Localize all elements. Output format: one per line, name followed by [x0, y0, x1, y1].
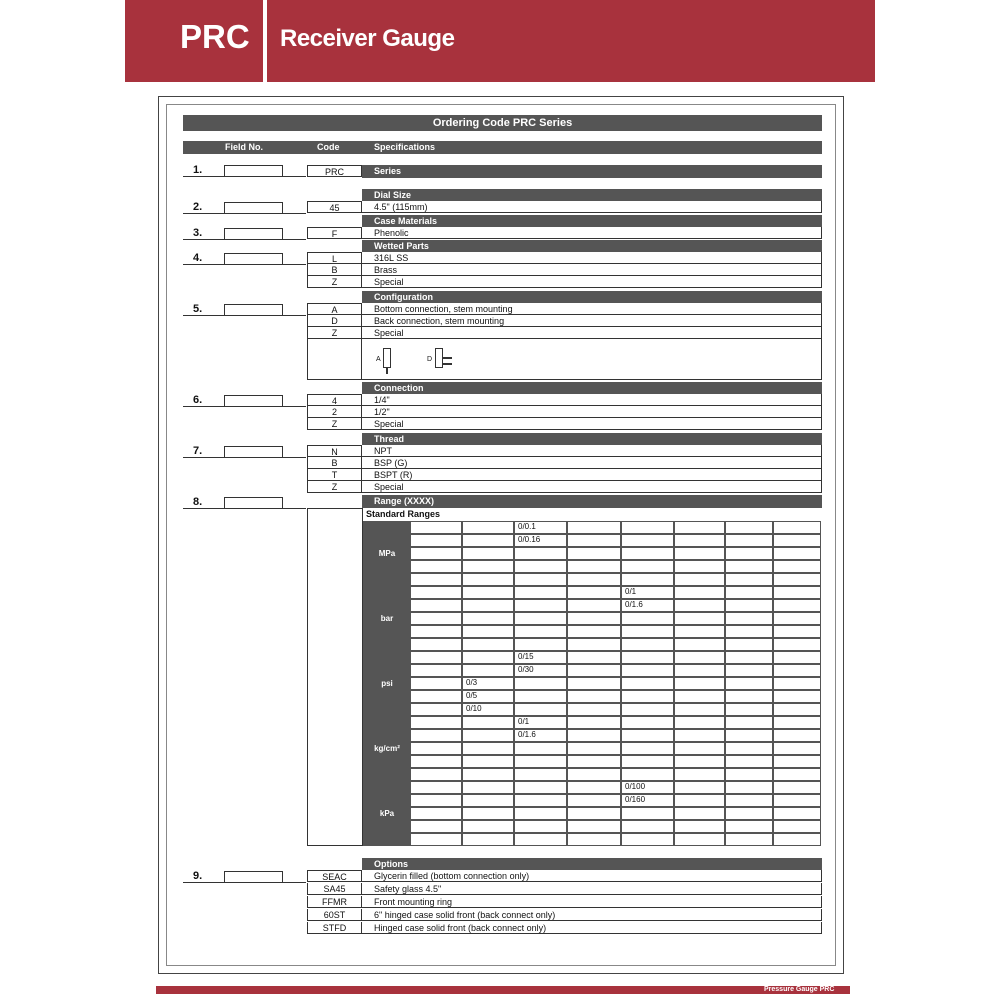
range-grid-cell [621, 690, 674, 703]
range-grid-cell [725, 521, 773, 534]
section-header: Wetted Parts [362, 240, 822, 252]
range-grid-cell [773, 599, 821, 612]
range-grid-cell [773, 651, 821, 664]
range-grid-cell [410, 820, 462, 833]
option-spec: Phenolic [362, 227, 822, 239]
range-grid-cell [725, 625, 773, 638]
range-grid-cell [725, 560, 773, 573]
range-grid-cell [514, 703, 567, 716]
range-grid-cell [567, 651, 621, 664]
range-grid-cell [410, 547, 462, 560]
range-grid-cell [410, 521, 462, 534]
range-grid-cell [773, 625, 821, 638]
field-underline [183, 264, 306, 265]
range-grid-cell [674, 664, 725, 677]
range-unit-label: MPa [363, 521, 411, 586]
section-header: Thread [362, 433, 822, 445]
range-grid-cell [514, 560, 567, 573]
header-banner [125, 0, 875, 82]
range-grid-cell [514, 586, 567, 599]
back-connection-diagram [435, 348, 443, 368]
range-grid-cell [514, 573, 567, 586]
range-grid-cell [674, 638, 725, 651]
field-number: 6. [193, 394, 203, 406]
option-code: 60ST [307, 909, 362, 921]
option-code: Z [307, 327, 362, 339]
range-grid-cell [725, 703, 773, 716]
field-number: 7. [193, 445, 203, 457]
range-grid-cell [674, 534, 725, 547]
range-grid-cell [725, 651, 773, 664]
range-grid-cell [621, 716, 674, 729]
range-grid-cell [514, 794, 567, 807]
range-grid-cell [462, 651, 514, 664]
range-grid-cell [621, 820, 674, 833]
section-header: Case Materials [362, 215, 822, 227]
option-spec: BSPT (R) [362, 469, 822, 481]
field-number: 4. [193, 252, 203, 264]
back-connection-stem-lower [443, 363, 452, 365]
field-number: 5. [193, 303, 203, 315]
option-code: Z [307, 481, 362, 493]
range-code-box [307, 508, 363, 846]
range-grid-cell [621, 534, 674, 547]
range-value: 0/0.16 [518, 535, 541, 544]
range-grid-cell [674, 807, 725, 820]
range-grid-cell [567, 833, 621, 846]
range-grid-cell [621, 768, 674, 781]
range-grid-cell [725, 716, 773, 729]
range-grid-cell [514, 599, 567, 612]
range-grid-cell [621, 703, 674, 716]
option-code-blank [307, 339, 362, 380]
option-spec: Front mounting ring [362, 896, 822, 908]
field-underline [183, 239, 306, 240]
range-grid-cell [514, 807, 567, 820]
range-grid-cell [773, 547, 821, 560]
range-grid-cell [621, 612, 674, 625]
column-specifications: Specifications [374, 142, 436, 152]
range-grid-cell [725, 755, 773, 768]
range-grid-cell [514, 768, 567, 781]
range-grid-cell [410, 638, 462, 651]
field-number: 8. [193, 496, 203, 508]
range-value: 0/3 [466, 678, 478, 687]
range-grid-cell [567, 625, 621, 638]
range-value: 0/1.6 [518, 730, 536, 739]
range-grid-cell [462, 599, 514, 612]
range-grid-cell [462, 768, 514, 781]
field-underline [183, 457, 306, 458]
field-number: 9. [193, 870, 203, 882]
range-grid-cell [725, 781, 773, 794]
range-grid-cell [773, 638, 821, 651]
range-grid-cell [567, 768, 621, 781]
option-spec: Glycerin filled (bottom connection only) [362, 870, 822, 882]
range-grid-cell [725, 664, 773, 677]
range-grid-cell [621, 833, 674, 846]
range-grid-cell [674, 768, 725, 781]
range-grid-cell [462, 729, 514, 742]
range-grid-cell [773, 833, 821, 846]
range-grid-cell [514, 742, 567, 755]
option-code: Z [307, 418, 362, 430]
option-code: STFD [307, 922, 362, 934]
range-grid-cell [725, 638, 773, 651]
range-grid-cell [725, 820, 773, 833]
range-grid-cell [410, 534, 462, 547]
range-unit-label: bar [363, 586, 411, 651]
option-spec: 1/4" [362, 394, 822, 406]
range-grid-cell [674, 651, 725, 664]
field-underline [183, 315, 306, 316]
range-grid-cell [773, 573, 821, 586]
range-grid-cell [773, 690, 821, 703]
option-spec: Special [362, 481, 822, 493]
range-grid-cell [462, 664, 514, 677]
field-number: 1. [193, 164, 203, 176]
range-grid-cell [410, 742, 462, 755]
range-grid-cell [773, 820, 821, 833]
range-grid-cell [725, 742, 773, 755]
range-grid-cell [567, 742, 621, 755]
range-grid-cell [462, 586, 514, 599]
range-grid-cell [674, 625, 725, 638]
range-grid-cell [773, 781, 821, 794]
column-header [183, 141, 822, 154]
range-grid-cell [567, 586, 621, 599]
range-grid-cell [514, 755, 567, 768]
range-grid-cell [674, 573, 725, 586]
range-grid-cell [410, 781, 462, 794]
range-grid-cell [674, 716, 725, 729]
section-header: Connection [362, 382, 822, 394]
range-grid-cell [410, 794, 462, 807]
range-grid-cell [567, 794, 621, 807]
range-grid-cell [567, 638, 621, 651]
range-value: 0/0.1 [518, 522, 536, 531]
range-grid-cell [567, 716, 621, 729]
range-grid-cell [773, 534, 821, 547]
range-grid-cell [674, 677, 725, 690]
range-grid-cell [514, 820, 567, 833]
option-spec: Bottom connection, stem mounting [362, 303, 822, 315]
range-grid-cell [621, 664, 674, 677]
footer-text: Pressure Gauge PRC [764, 986, 835, 993]
range-grid-cell [567, 820, 621, 833]
range-grid-cell [462, 573, 514, 586]
field-underline [183, 406, 306, 407]
option-spec: Safety glass 4.5" [362, 883, 822, 895]
range-grid-cell [674, 586, 725, 599]
range-grid-cell [567, 755, 621, 768]
option-code: A [307, 303, 362, 315]
bottom-connection-stem [386, 368, 388, 374]
range-grid-cell [725, 573, 773, 586]
option-code: D [307, 315, 362, 327]
range-grid-cell [773, 729, 821, 742]
range-grid-cell [621, 560, 674, 573]
range-grid-cell [514, 625, 567, 638]
option-code: PRC [307, 165, 362, 177]
range-unit-label: kPa [363, 781, 411, 846]
range-grid-cell [773, 768, 821, 781]
range-grid-cell [773, 755, 821, 768]
range-grid-cell [674, 547, 725, 560]
range-grid-cell [462, 755, 514, 768]
section-header: Series [362, 165, 822, 178]
range-grid-cell [621, 651, 674, 664]
column-code: Code [317, 142, 340, 152]
option-spec: 316L SS [362, 252, 822, 264]
option-code: SEAC [307, 870, 362, 882]
option-spec: 6" hinged case solid front (back connect only) [362, 909, 822, 921]
range-grid-cell [410, 651, 462, 664]
range-grid-cell [462, 625, 514, 638]
range-grid-cell [621, 547, 674, 560]
range-grid-cell [725, 807, 773, 820]
range-grid-cell [462, 534, 514, 547]
range-grid-cell [674, 560, 725, 573]
option-spec: Brass [362, 264, 822, 276]
range-grid-cell [410, 586, 462, 599]
option-spec: Back connection, stem mounting [362, 315, 822, 327]
column-field-no: Field No. [225, 142, 263, 152]
range-grid-cell [674, 820, 725, 833]
range-grid-cell [621, 729, 674, 742]
option-spec: Special [362, 327, 822, 339]
range-grid-cell [567, 534, 621, 547]
range-grid-cell [462, 794, 514, 807]
range-value: 0/160 [625, 795, 646, 804]
range-grid-cell [514, 547, 567, 560]
range-value: 0/30 [518, 665, 534, 674]
range-grid-cell [514, 677, 567, 690]
range-value: 0/1 [625, 587, 637, 596]
range-grid-cell [773, 703, 821, 716]
range-grid-cell [410, 703, 462, 716]
range-grid-cell [462, 638, 514, 651]
option-spec: Special [362, 276, 822, 288]
range-grid-cell [725, 547, 773, 560]
range-grid-cell [773, 716, 821, 729]
range-grid-cell [567, 690, 621, 703]
option-code: 2 [307, 406, 362, 418]
range-grid-cell [462, 742, 514, 755]
range-grid-cell [725, 599, 773, 612]
range-grid-cell [674, 690, 725, 703]
range-grid-cell [773, 677, 821, 690]
range-grid-cell [410, 573, 462, 586]
range-grid-cell [462, 612, 514, 625]
range-grid-cell [410, 664, 462, 677]
range-grid-cell [621, 755, 674, 768]
series-code: PRC [180, 18, 250, 55]
range-grid-cell [410, 677, 462, 690]
range-grid-cell [567, 599, 621, 612]
range-grid-cell [514, 690, 567, 703]
range-grid-cell [725, 534, 773, 547]
range-value: 0/15 [518, 652, 534, 661]
option-code: N [307, 445, 362, 457]
range-value: 0/100 [625, 782, 646, 791]
option-code: FFMR [307, 896, 362, 908]
range-grid-cell [674, 729, 725, 742]
range-grid-cell [514, 612, 567, 625]
range-grid-cell [410, 625, 462, 638]
range-grid-cell [773, 560, 821, 573]
range-grid-cell [674, 794, 725, 807]
range-grid-cell [410, 755, 462, 768]
range-grid-cell [773, 742, 821, 755]
section-header: Options [362, 858, 822, 870]
range-grid-cell [773, 794, 821, 807]
range-grid-cell [773, 664, 821, 677]
range-grid-cell [567, 560, 621, 573]
range-grid-cell [674, 521, 725, 534]
range-grid-cell [621, 742, 674, 755]
range-grid-cell [514, 781, 567, 794]
range-grid-cell [462, 820, 514, 833]
option-spec: BSP (G) [362, 457, 822, 469]
range-value: 0/1.6 [625, 600, 643, 609]
range-grid-cell [773, 807, 821, 820]
standard-ranges-heading: Standard Ranges [366, 509, 441, 519]
option-spec: 4.5" (115mm) [362, 201, 822, 213]
range-grid-cell [462, 716, 514, 729]
range-grid-cell [567, 781, 621, 794]
range-grid-cell [725, 833, 773, 846]
section-header: Configuration [362, 291, 822, 303]
range-grid-cell [410, 729, 462, 742]
range-grid-cell [410, 612, 462, 625]
range-grid-cell [725, 768, 773, 781]
range-grid-cell [621, 521, 674, 534]
range-grid-cell [725, 612, 773, 625]
range-grid-cell [410, 560, 462, 573]
option-spec: Special [362, 418, 822, 430]
header-divider [263, 0, 267, 82]
range-grid-cell [462, 547, 514, 560]
option-code: SA45 [307, 883, 362, 895]
range-grid-cell [514, 833, 567, 846]
range-grid-cell [674, 612, 725, 625]
option-code: 45 [307, 201, 362, 213]
page-title: Receiver Gauge [280, 25, 455, 52]
range-value: 0/1 [518, 717, 530, 726]
range-grid-cell [462, 521, 514, 534]
diagram-label-d: D [427, 356, 433, 363]
range-grid-cell [725, 794, 773, 807]
range-grid-cell [567, 612, 621, 625]
bottom-connection-diagram [383, 348, 391, 368]
option-code: F [307, 227, 362, 239]
range-grid-cell [621, 638, 674, 651]
range-grid-cell [462, 781, 514, 794]
range-grid-cell [567, 547, 621, 560]
option-code: Z [307, 276, 362, 288]
option-spec: Hinged case solid front (back connect only) [362, 922, 822, 934]
range-grid-cell [725, 677, 773, 690]
range-grid-cell [725, 729, 773, 742]
range-grid-cell [725, 690, 773, 703]
range-grid-cell [674, 781, 725, 794]
range-grid-cell [410, 807, 462, 820]
range-grid-cell [567, 729, 621, 742]
range-grid-cell [773, 521, 821, 534]
range-grid-cell [410, 716, 462, 729]
range-value: 0/5 [466, 691, 478, 700]
range-unit-label: psi [363, 651, 411, 716]
range-grid-cell [567, 807, 621, 820]
range-grid-cell [725, 586, 773, 599]
section-header: Range (XXXX) [362, 495, 822, 508]
field-underline [183, 882, 306, 883]
range-grid-cell [621, 677, 674, 690]
range-grid-cell [674, 833, 725, 846]
back-connection-stem [443, 357, 452, 359]
diagram-label-a: A [376, 356, 381, 363]
field-number: 2. [193, 201, 203, 213]
range-grid-cell [674, 599, 725, 612]
range-grid-cell [621, 625, 674, 638]
section-header: Dial Size [362, 189, 822, 201]
range-grid-cell [621, 807, 674, 820]
range-grid-cell [773, 612, 821, 625]
range-grid-cell [621, 573, 674, 586]
range-grid-cell [674, 755, 725, 768]
range-grid-cell [410, 833, 462, 846]
range-grid-cell [773, 586, 821, 599]
range-grid-cell [567, 664, 621, 677]
option-spec: NPT [362, 445, 822, 457]
range-grid-cell [462, 833, 514, 846]
range-grid-cell [410, 690, 462, 703]
range-grid-cell [674, 703, 725, 716]
field-underline [183, 176, 306, 177]
field-underline [183, 213, 306, 214]
field-number: 3. [193, 227, 203, 239]
option-spec: 1/2" [362, 406, 822, 418]
range-grid-cell [674, 742, 725, 755]
option-code: B [307, 457, 362, 469]
option-code: T [307, 469, 362, 481]
range-grid-cell [567, 703, 621, 716]
range-grid-cell [462, 807, 514, 820]
footer-band [156, 986, 850, 994]
option-code: B [307, 264, 362, 276]
table-title: Ordering Code PRC Series [183, 115, 822, 131]
option-code: L [307, 252, 362, 264]
field-underline [183, 508, 306, 509]
range-grid-cell [462, 560, 514, 573]
range-grid-cell [567, 573, 621, 586]
range-value: 0/10 [466, 704, 482, 713]
option-code: 4 [307, 394, 362, 406]
range-grid-cell [410, 768, 462, 781]
range-grid-cell [514, 638, 567, 651]
range-unit-label: kg/cm² [363, 716, 411, 781]
range-grid-cell [567, 521, 621, 534]
range-grid-cell [410, 599, 462, 612]
range-grid-cell [567, 677, 621, 690]
